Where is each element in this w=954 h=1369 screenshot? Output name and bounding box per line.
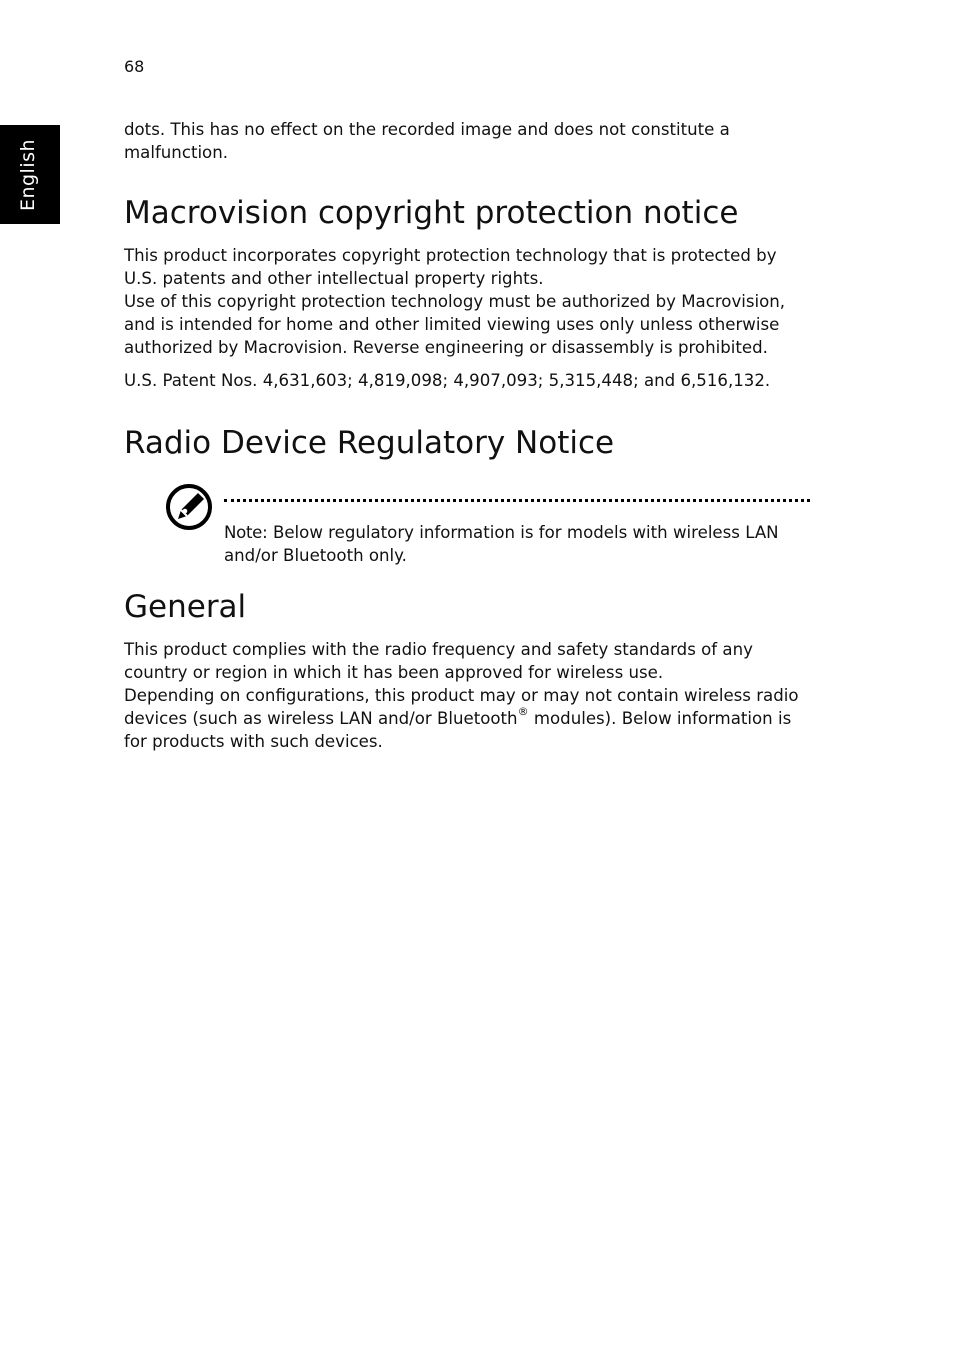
macrovision-paragraph-1: This product incorporates copyright protection technology that is protected by U.S. patents and other intellectual property rights. <box>124 246 777 288</box>
registered-mark: ® <box>517 705 529 719</box>
note-divider <box>224 499 810 502</box>
language-tab-label: English <box>17 138 39 212</box>
note-text <box>224 521 784 567</box>
page-number: 68 <box>124 57 145 76</box>
macrovision-paragraph-2: Use of this copyright protection technology must be authorized by Macrovision, and is intended for home and other limited viewing uses only unless otherwise authorized by Macrovision. Reverse engineering or disassembly is prohibited. <box>124 292 786 357</box>
general-paragraph-2-start: Depending on configurations, this product may or may not contain wireless radio devices (such as wireless LAN and/or Bluetooth <box>124 686 799 728</box>
intro-paragraph: dots. This has no effect on the recorded image and does not constitute a malfunction. <box>124 120 730 162</box>
general-paragraph-1: This product complies with the radio frequency and safety standards of any country or region in which it has been approved for wireless use. <box>124 640 753 682</box>
general-heading: General <box>124 589 247 625</box>
note-pen-icon <box>165 483 213 531</box>
note-block <box>124 483 814 565</box>
general-paragraph-2 <box>124 684 814 753</box>
macrovision-heading: Macrovision copyright protection notice <box>124 195 739 231</box>
macrovision-patents: U.S. Patent Nos. 4,631,603; 4,819,098; 4,907,093; 5,315,448; and 6,516,132. <box>124 371 771 390</box>
page-content <box>124 118 814 753</box>
general-paragraph-2-end: modules). Below information is for products with such devices. <box>124 709 792 751</box>
note-body: : Below regulatory information is for models with wireless LAN and/or Bluetooth only. <box>224 523 779 565</box>
radio-heading: Radio Device Regulatory Notice <box>124 425 615 461</box>
note-label: Note <box>224 523 263 542</box>
